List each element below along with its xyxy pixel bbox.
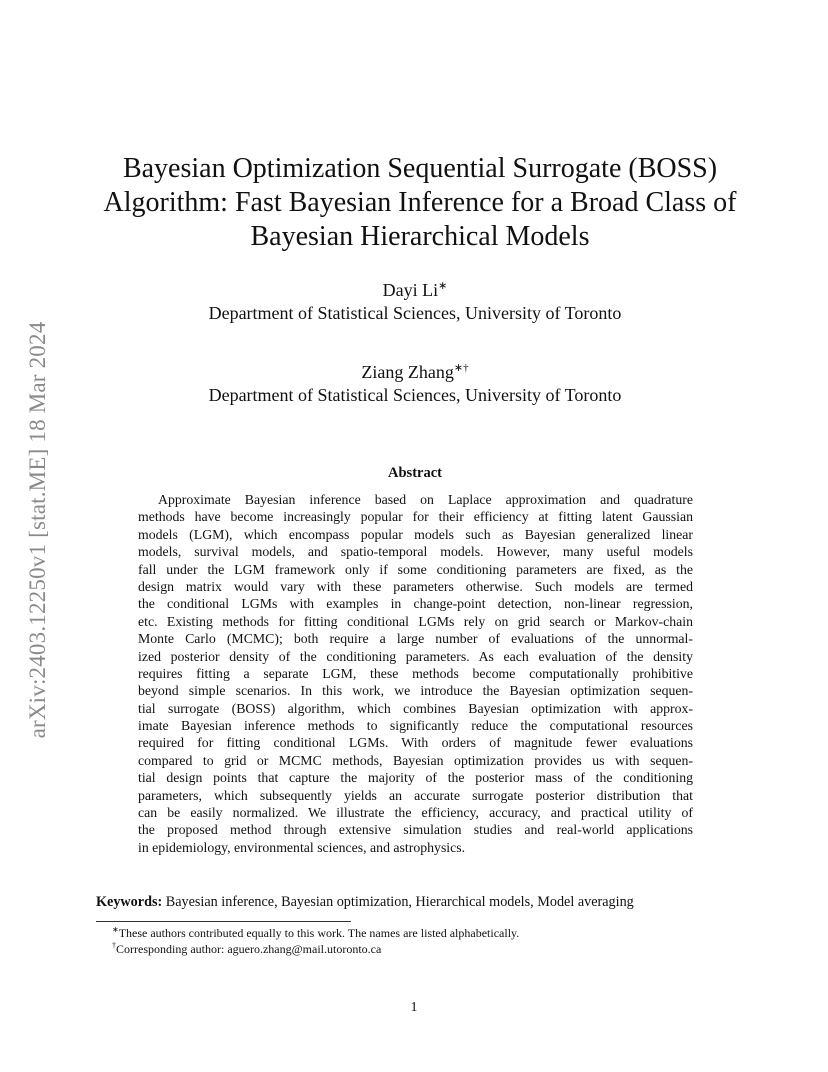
- abstract-line: fall under the LGM framework only if some conditioning parameters are fixed, as the: [138, 561, 693, 577]
- abstract-line: required for fitting conditional LGMs. With orders of magnitude fewer evaluations: [138, 735, 693, 751]
- author-block: [90, 279, 740, 325]
- abstract-line: imate Bayesian inference methods to significantly reduce the computational resources: [138, 718, 693, 734]
- author-footnote-mark: ∗: [438, 280, 448, 292]
- abstract-line: design matrix would vary with these parameters otherwise. Such models are termed: [138, 578, 693, 594]
- abstract-line: the conditional LGMs with examples in change-point detection, non-linear regression,: [138, 596, 693, 612]
- footnote-text: Corresponding author: aguero.zhang@mail.utoronto.ca: [116, 942, 382, 956]
- abstract-body: [138, 491, 693, 856]
- abstract-line: methods have become increasingly popular for their efficiency at fitting latent Gaussian: [138, 509, 693, 525]
- abstract-line: tial design points that capture the majority of the posterior mass of the conditioning: [138, 770, 693, 786]
- title-line: Bayesian Hierarchical Models: [250, 221, 590, 252]
- abstract-line: beyond simple scenarios. In this work, we introduce the Bayesian optimization sequen-: [138, 683, 693, 699]
- abstract-line: Approximate Bayesian inference based on Laplace approximation and quadrature: [158, 492, 693, 507]
- footnote: [112, 941, 519, 957]
- abstract-line: etc. Existing methods for fitting conditional LGMs rely on grid search or Markov-chain: [138, 613, 693, 629]
- author-name-text: Ziang Zhang: [361, 362, 454, 382]
- keywords-label: Keywords:: [96, 894, 163, 910]
- footnote-divider: [96, 921, 351, 922]
- footnote: [112, 925, 519, 941]
- author-affiliation: Department of Statistical Sciences, University of Toronto: [208, 385, 622, 405]
- keywords-text: Bayesian inference, Bayesian optimization, Hierarchical models, Model averaging: [165, 894, 634, 910]
- paper-title: [90, 152, 750, 254]
- abstract-line: can be easily normalized. We illustrate the efficiency, accuracy, and practical utility of: [138, 805, 693, 821]
- abstract-line: parameters, which subsequently yields an accurate surrogate posterior distribution that: [138, 787, 693, 803]
- title-line: Bayesian Optimization Sequential Surrogate (BOSS): [122, 153, 718, 184]
- author-block: [90, 361, 740, 407]
- abstract-line: Monte Carlo (MCMC); both require a large number of evaluations of the unnormal-: [138, 631, 693, 647]
- abstract-line: models (LGM), which encompass popular models such as Bayesian generalized linear: [138, 526, 693, 542]
- abstract-heading: Abstract: [388, 465, 442, 481]
- abstract-line: in epidemiology, environmental sciences, and astrophysics.: [138, 839, 466, 855]
- title-line: Algorithm: Fast Bayesian Inference for a Broad Class of: [103, 187, 737, 218]
- author-name-text: Dayi Li: [382, 280, 439, 300]
- abstract-line: models, survival models, and spatio-temporal models. However, many useful models: [138, 544, 693, 560]
- author-affiliation: Department of Statistical Sciences, University of Toronto: [208, 303, 622, 323]
- author-footnote-mark: ∗†: [453, 362, 469, 374]
- page-number: 1: [410, 1000, 418, 1015]
- abstract-line: ized posterior density of the conditioning parameters. As each evaluation of the density: [138, 648, 693, 664]
- footnotes: [112, 925, 519, 957]
- arxiv-sidebar-stamp: [18, 280, 58, 780]
- abstract-line: tial surrogate (BOSS) algorithm, which combines Bayesian optimization with approx-: [138, 700, 693, 716]
- author-name: [90, 279, 740, 302]
- abstract-line: requires fitting a separate LGM, these methods become computationally prohibitive: [138, 665, 693, 681]
- keywords-line: [96, 894, 736, 911]
- arxiv-identifier: arXiv:2403.12250v1 [stat.ME] 18 Mar 2024: [25, 321, 50, 739]
- footnote-text: These authors contributed equally to this work. The names are listed alphabetically.: [118, 926, 520, 940]
- footnote-mark: ∗: [112, 925, 119, 934]
- footnote-mark: †: [112, 941, 116, 950]
- abstract-line: compared to grid or MCMC methods, Bayesian optimization provides us with sequen-: [138, 752, 693, 768]
- author-name: [90, 361, 740, 384]
- abstract-line: the proposed method through extensive simulation studies and real-world applications: [138, 822, 693, 838]
